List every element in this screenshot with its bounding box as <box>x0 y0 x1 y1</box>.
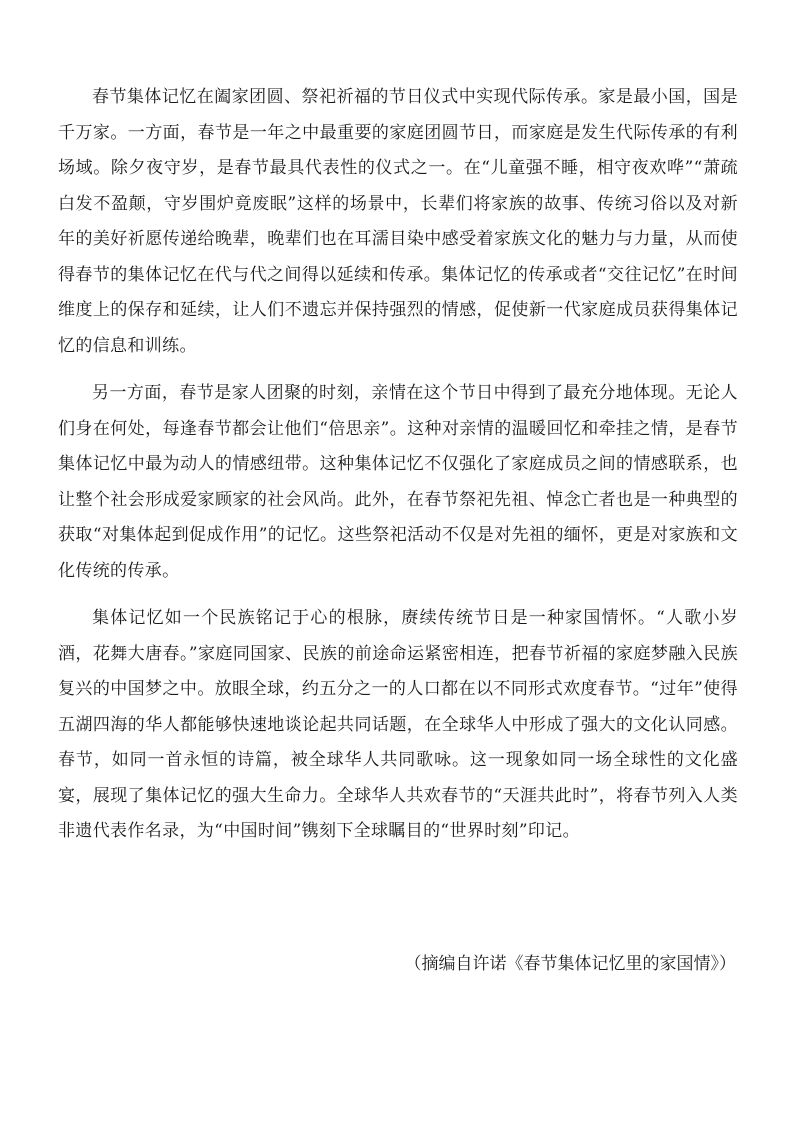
paragraph-1: 春节集体记忆在阖家团圆、祭祀祈福的节日仪式中实现代际传承。家是最小国，国是千万家。一方面，春节是一年之中最重要的家庭团圆节日，而家庭是发生代际传承的有利场域。除夕夜守岁，是春节最具代表性的仪式之一。在“儿童强不睡，相守夜欢哗”“萧疏白发不盈颠，守岁围炉竟废眠”这样的场景中，长辈们将家族的故事、传统习俗以及对新年的美好祈愿传递给晚辈，晚辈们也在耳濡目染中感受着家族文化的魅力与力量，从而使得春节的集体记忆在代与代之间得以延续和传承。集体记忆的传承或者“交往记忆”在时间维度上的保存和延续，让人们不遗忘并保持强烈的情感，促使新一代家庭成员获得集体记忆的信息和训练。 <box>58 87 738 356</box>
paragraph-3: 集体记忆如一个民族铭记于心的根脉，赓续传统节日是一种家国情怀。“人歌小岁酒，花舞大唐春。”家庭同国家、民族的前途命运紧密相连，把春节祈福的家庭梦融入民族复兴的中国梦之中。放眼全球，约五分之一的人口都在以不同形式欢度春节。“过年”使得五湖四海的华人都能够快速地谈论起共同话题，在全球华人中形成了强大的文化认同感。春节，如同一首永恒的诗篇，被全球华人共同歌咏。这一现象如同一场全球性的文化盛宴，展现了集体记忆的强大生命力。全球华人共欢春节的“天涯共此时”，将春节列入人类非遗代表作名录，为“中国时间”镌刻下全球瞩目的“世界时刻”印记。 <box>58 608 738 841</box>
article-body <box>58 80 738 862</box>
source-citation: （摘编自许诺《春节集体记忆里的家国情》） <box>404 954 736 974</box>
paragraph-2: 另一方面，春节是家人团聚的时刻，亲情在这个节日中得到了最充分地体现。无论人们身在何处，每逢春节都会让他们“倍思亲”。这种对亲情的温暖回忆和牵挂之情，是春节集体记忆中最为动人的情感纽带。这种集体记忆不仅强化了家庭成员之间的情感联系，也让整个社会形成爱家顾家的社会风尚。此外，在春节祭祀先祖、悼念亡者也是一种典型的获取“对集体起到促成作用”的记忆。这些祭祀活动不仅是对先祖的缅怀，更是对家族和文化传统的传承。 <box>58 383 738 581</box>
